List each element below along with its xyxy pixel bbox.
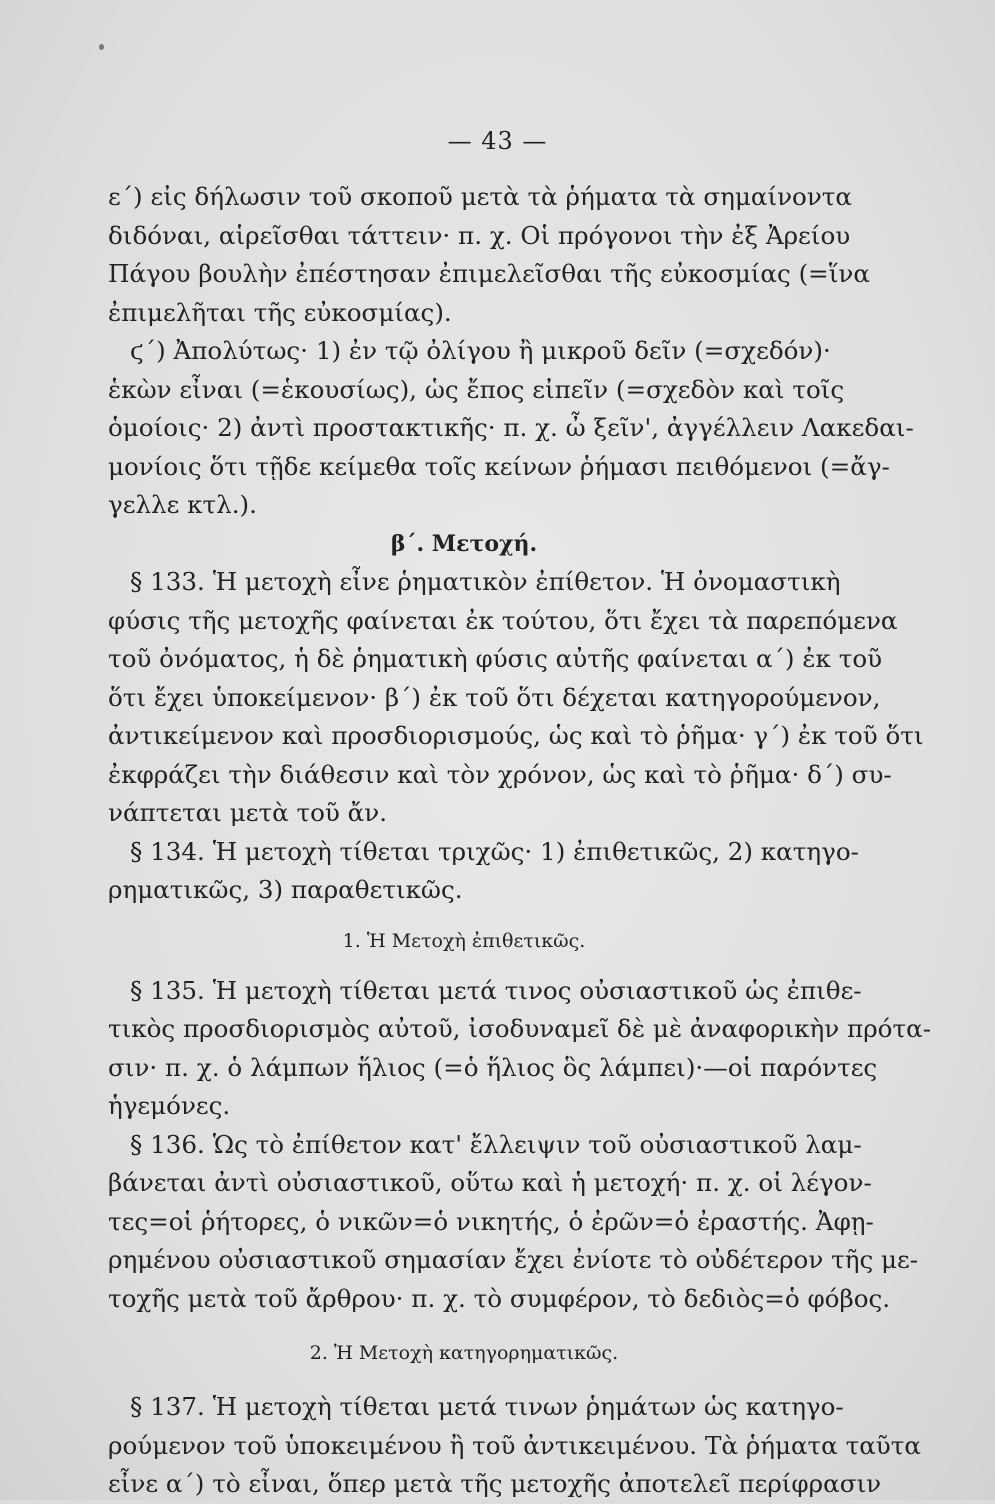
spacer — [108, 910, 820, 930]
text-line: ε΄) εἰς δήλωσιν τοῦ σκοποῦ μετὰ τὰ ῥήματα τὰ σημαίνοντα — [108, 182, 853, 211]
subheading: 2. Ἡ Μετοχὴ κατηγορηματικῶς. — [309, 1342, 619, 1364]
text-line: εἶνε α΄) τὸ εἶναι, ὅπερ μετὰ τῆς μετοχῆς ἀποτελεῖ περίφρασιν — [108, 1469, 882, 1498]
text-line: διδόναι, αἱρεῖσθαι τάττειν· π. χ. Οἱ πρόγονοι τὴν ἐξ Ἀρείου — [108, 220, 851, 250]
text-line: ἐπιμελῆται τῆς εὐκοσμίας). — [108, 297, 452, 327]
text-line: μονίοις ὅτι τῇδε κείμεθα τοῖς κείνων ῥήμασι πειθόμενοι (=ἄγ- — [108, 451, 890, 481]
text-line: τοῦ ὀνόματος, ἡ δὲ ῥηματικὴ φύσις αὐτῆς φαίνεται α΄) ἐκ τοῦ — [108, 644, 883, 673]
spacer — [108, 1318, 820, 1342]
page-body — [108, 178, 932, 1504]
text-line: ἡγεμόνες. — [108, 1091, 231, 1120]
text-line: § 137. Ἡ μετοχὴ τίθεται μετά τινων ῥημάτων ὡς κατηγο- — [130, 1392, 844, 1421]
text-line: ὁμοίοις· 2) ἀντὶ προστακτικῆς· π. χ. ὦ ξεῖν', ἀγγέλλειν Λακεδαι- — [108, 413, 914, 442]
text-line: § 135. Ἡ μετοχὴ τίθεται μετά τινος οὐσιαστικοῦ ὡς ἐπιθε- — [130, 975, 862, 1005]
text-line: τοχῆς μετὰ τοῦ ἄρθρου· π. χ. τὸ συμφέρον, τὸ δεδιὸς=ὁ φόβος. — [108, 1283, 891, 1313]
text-line: Πάγου βουλὴν ἐπέστησαν ἐπιμελεῖσθαι τῆς εὐκοσμίας (=ἵνα — [108, 259, 870, 288]
text-line: ἑκὼν εἶναι (=ἑκουσίως), ὡς ἔπος εἰπεῖν (=σχεδὸν καὶ τοῖς — [108, 374, 845, 404]
text-line: ρημένου οὐσιαστικοῦ σημασίαν ἔχει ἐνίοτε τὸ οὐδέτερον τῆς με- — [108, 1245, 919, 1274]
text-line: φύσις τῆς μετοχῆς φαίνεται ἐκ τούτου, ὅτι ἔχει τὰ παρεπόμενα — [108, 605, 898, 635]
spacer — [108, 952, 820, 972]
page-number: — 43 — — [447, 127, 548, 155]
subheading: 1. Ἡ Μετοχὴ ἐπιθετικῶς. — [342, 929, 586, 952]
text-line: ϛ΄) Ἀπολύτως· 1) ἐν τῷ ὀλίγου ἢ μικροῦ δεῖν (=σχεδόν)· — [130, 336, 831, 365]
section-heading: β΄. Μετοχή. — [390, 530, 538, 557]
ink-speck — [99, 44, 104, 50]
text-line: § 134. Ἡ μετοχὴ τίθεται τριχῶς· 1) ἐπιθετικῶς, 2) κατηγο- — [130, 836, 859, 866]
text-line: σιν· π. χ. ὁ λάμπων ἥλιος (=ὁ ἥλιος ὃς λάμπει)·—οἱ παρόντες — [108, 1052, 878, 1082]
text-line: νάπτεται μετὰ τοῦ ἄν. — [108, 798, 388, 827]
text-line: ἐκφράζει τὴν διάθεσιν καὶ τὸν χρόνον, ὡς καὶ τὸ ῥῆμα· δ΄) συ- — [108, 759, 892, 789]
text-line: ρηματικῶς, 3) παραθετικῶς. — [108, 875, 463, 904]
text-line: βάνεται ἀντὶ οὐσιαστικοῦ, οὕτω καὶ ἡ μετοχή· π. χ. οἱ λέγον- — [108, 1168, 872, 1197]
spacer — [108, 1364, 820, 1388]
text-line: § 133. Ἡ μετοχὴ εἶνε ῥηματικὸν ἐπίθετον. Ἡ ὀνομαστικὴ — [130, 567, 841, 596]
text-line: ἀντικείμενον καὶ προσδιορισμούς, ὡς καὶ τὸ ῥῆμα· γ΄) ἐκ τοῦ ὅτι — [108, 721, 924, 750]
text-line: γελλε κτλ.). — [108, 490, 257, 519]
text-line: ὅτι ἔχει ὑποκείμενον· β΄) ἐκ τοῦ ὅτι δέχεται κατηγορούμενον, — [108, 682, 881, 712]
text-line: τικὸς προσδιορισμὸς αὐτοῦ, ἰσοδυναμεῖ δὲ μὲ ἀναφορικὴν πρότα- — [108, 1014, 932, 1043]
text-line: § 136. Ὡς τὸ ἐπίθετον κατ' ἔλλειψιν τοῦ οὐσιαστικοῦ λαμ- — [130, 1129, 862, 1159]
text-line: ρούμενον τοῦ ὑποκειμένου ἢ τοῦ ἀντικειμένου. Τὰ ῥήματα ταῦτα — [108, 1430, 921, 1460]
text-line: τες=οἱ ῥήτορες, ὁ νικῶν=ὁ νικητής, ὁ ἐρῶν=ὁ ἐραστής. Ἀφῃ- — [108, 1206, 874, 1236]
